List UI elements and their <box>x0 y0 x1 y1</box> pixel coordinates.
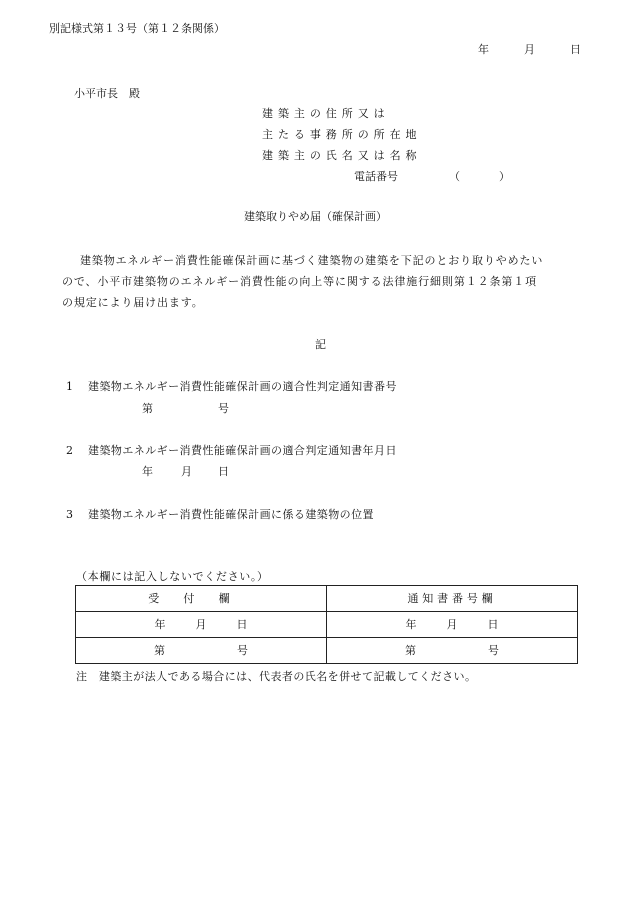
submission-date <box>478 44 581 55</box>
reception-date-cell <box>76 612 327 638</box>
phone-paren-open: （ <box>449 170 460 183</box>
body-line-2: ので、小平市建築物のエネルギー消費性能の向上等に関する法律施行細則第１２条第１項 <box>62 275 537 288</box>
item-2-year: 年 <box>142 465 153 478</box>
body-line-1: 建築物エネルギー消費性能確保計画に基づく建築物の建築を下記のとおり取りやめたい <box>80 254 544 267</box>
office-use-caption: （本欄には記入しないでください。） <box>76 570 269 583</box>
applicant-address-label: 建築主の住所又は <box>262 107 390 120</box>
table-row <box>76 586 578 612</box>
table-row <box>76 612 578 638</box>
item-1-dai: 第 <box>142 402 153 415</box>
notice-go: 号 <box>488 644 499 657</box>
notice-year: 年 <box>405 618 417 631</box>
reception-year: 年 <box>154 618 166 631</box>
item-3-text: 建築物エネルギー消費性能確保計画に係る建築物の位置 <box>88 508 374 521</box>
notice-month: 月 <box>446 618 458 631</box>
item-1-go: 号 <box>218 402 229 415</box>
table-row <box>76 638 578 664</box>
office-use-table <box>75 585 578 664</box>
document-title: 建築取りやめ届（確保計画） <box>244 210 387 223</box>
form-code: 別記様式第１３号（第１２条関係） <box>49 22 225 35</box>
item-3-number: 3 <box>66 508 73 521</box>
item-2-number: 2 <box>66 444 73 457</box>
date-year: 年 <box>478 43 489 56</box>
item-2-day: 日 <box>218 465 229 478</box>
item-2-text: 建築物エネルギー消費性能確保計画の適合判定通知書年月日 <box>88 444 397 457</box>
reception-day: 日 <box>236 618 248 631</box>
notice-number-cell <box>327 638 578 664</box>
phone-paren-close: ） <box>499 170 510 183</box>
notice-dai: 第 <box>405 644 416 657</box>
reception-dai: 第 <box>154 644 165 657</box>
footnote: 注 建築主が法人である場合には、代表者の氏名を併せて記載してください。 <box>76 670 477 683</box>
ki-heading: 記 <box>315 338 326 351</box>
notice-date-cell <box>327 612 578 638</box>
notice-number-header: 通知書番号欄 <box>327 586 578 612</box>
date-day: 日 <box>570 43 581 56</box>
reception-month: 月 <box>195 618 207 631</box>
body-line-3: の規定により届け出ます。 <box>62 296 204 309</box>
applicant-name-label: 建築主の氏名又は名称 <box>262 149 422 162</box>
applicant-office-label: 主たる事務所の所在地 <box>262 128 422 141</box>
date-month: 月 <box>524 43 535 56</box>
applicant-phone <box>354 171 510 182</box>
notice-day: 日 <box>487 618 499 631</box>
reception-number-cell <box>76 638 327 664</box>
reception-header: 受付欄 <box>76 586 327 612</box>
reception-go: 号 <box>237 644 248 657</box>
item-1-text: 建築物エネルギー消費性能確保計画の適合性判定通知書番号 <box>88 380 397 393</box>
addressee: 小平市長 殿 <box>74 87 140 100</box>
item-1-number: 1 <box>66 380 73 393</box>
phone-label: 電話番号 <box>354 170 398 183</box>
item-2-month: 月 <box>181 465 192 478</box>
